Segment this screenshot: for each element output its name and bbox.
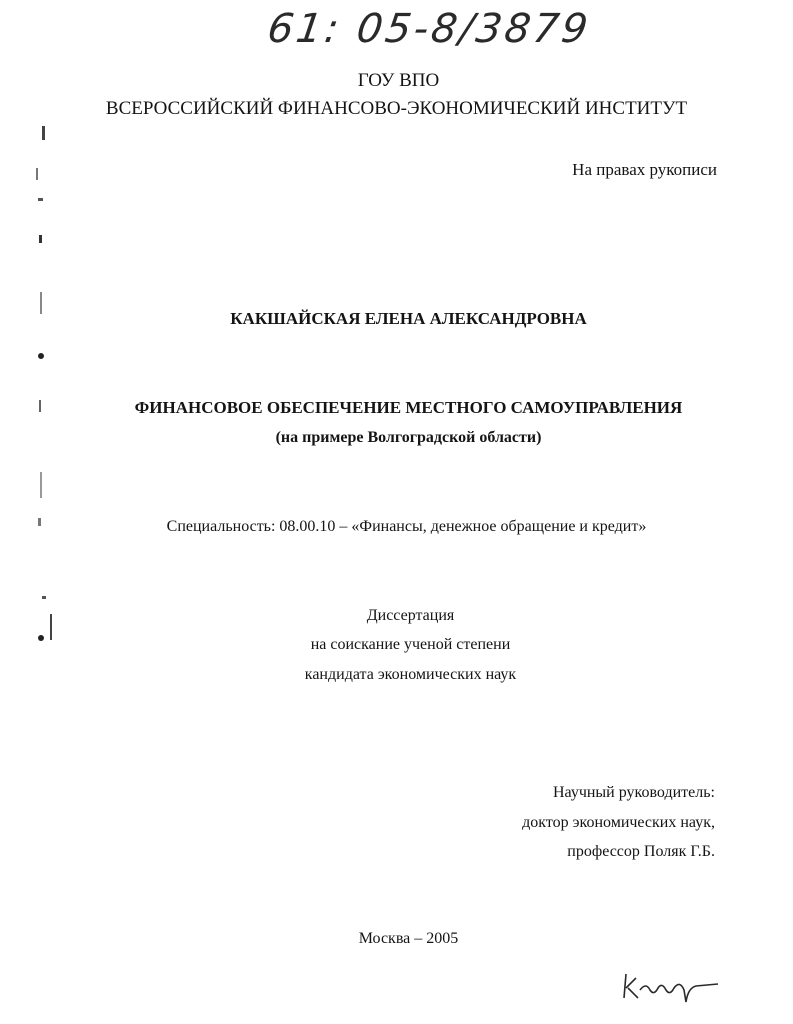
dissertation-title: ФИНАНСОВОЕ ОБЕСПЕЧЕНИЕ МЕСТНОГО САМОУПРАВЛЕНИЯ (134, 398, 683, 417)
degree-line-1: Диссертация (366, 607, 455, 624)
institute-name: ВСЕРОССИЙСКИЙ ФИНАНСОВО-ЭКОНОМИЧЕСКИЙ ИНСТИТУТ (105, 98, 688, 119)
degree-line-2: на соискание ученой степени (310, 636, 511, 653)
signature-mark (622, 968, 722, 1008)
supervisor-name: профессор Поляк Г.Б. (567, 843, 715, 860)
handwritten-archive-code: 61: 05-8/3879 (264, 6, 594, 52)
supervisor-label: Научный руководитель: (552, 784, 715, 801)
scan-margin-marks (30, 120, 60, 680)
degree-line-3: кандидата экономических наук (304, 666, 517, 683)
dissertation-subtitle: (на примере Волгоградской области) (275, 429, 542, 446)
supervisor-degree: доктор экономических наук, (522, 814, 715, 831)
author-name: КАКШАЙСКАЯ ЕЛЕНА АЛЕКСАНДРОВНА (230, 309, 587, 328)
specialty-line: Специальность: 08.00.10 – «Финансы, денежное обращение и кредит» (166, 518, 647, 535)
manuscript-rights-note: На правах рукописи (572, 160, 717, 179)
organization-short-name: ГОУ ВПО (357, 70, 440, 91)
city-and-year: Москва – 2005 (358, 930, 459, 947)
